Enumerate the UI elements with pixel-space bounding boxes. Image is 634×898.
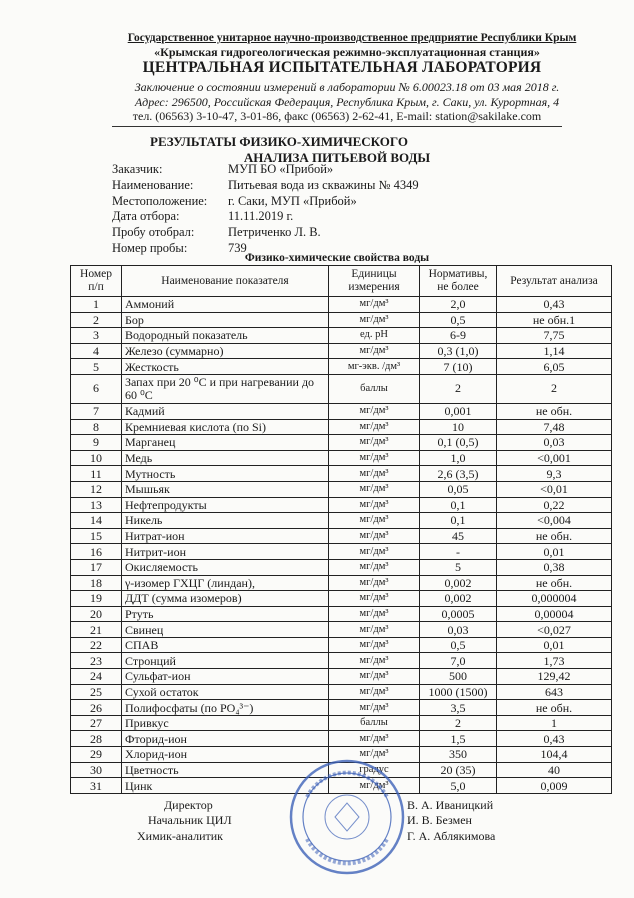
cell-name: Запах при 20 ⁰С и при нагревании до 60 ⁰С xyxy=(122,374,329,403)
cell-num: 22 xyxy=(71,637,122,653)
cell-num: 18 xyxy=(71,575,122,591)
signature-name: Г. А. Аблякимова xyxy=(407,829,496,843)
cell-result: не обн. xyxy=(497,403,612,419)
cell-result: 1,73 xyxy=(497,653,612,669)
cell-name: Жесткость xyxy=(122,359,329,375)
cell-num: 20 xyxy=(71,606,122,622)
contacts-line: тел. (06563) 3-10-47, 3-01-86, факс (06563) 2-62-41, E-mail: station@sakilake.com xyxy=(132,109,542,123)
cell-num: 26 xyxy=(71,700,122,716)
org-name: Государственное унитарное научно-производственное предприятие Республики Крым xyxy=(127,32,577,44)
cell-num: 21 xyxy=(71,622,122,638)
table-row xyxy=(71,715,612,731)
cell-norm: 500 xyxy=(420,669,497,685)
table-row xyxy=(71,450,612,466)
cell-unit: мг/дм³ xyxy=(329,297,420,313)
cell-norm: 0,0005 xyxy=(420,606,497,622)
cell-norm: - xyxy=(420,544,497,560)
info-value: Питьевая вода из скважины № 4349 xyxy=(228,177,419,192)
cell-num: 12 xyxy=(71,481,122,497)
cell-num: 7 xyxy=(71,403,122,419)
cell-unit: мг/дм³ xyxy=(329,669,420,685)
address-line: Адрес: 296500, Российская Федерация, Республика Крым, г. Саки, ул. Курортная, 4 xyxy=(134,95,560,109)
cell-name: Марганец xyxy=(122,435,329,451)
cell-name: Никель xyxy=(122,513,329,529)
signature-role: Начальник ЦИЛ xyxy=(148,813,232,827)
table-row xyxy=(71,466,612,482)
report-title-line1: РЕЗУЛЬТАТЫ ФИЗИКО-ХИМИЧЕСКОГО xyxy=(150,134,408,149)
table-row xyxy=(71,700,612,716)
cell-result: 0,38 xyxy=(497,559,612,575)
cell-result: 0,000004 xyxy=(497,591,612,607)
cell-norm: 10 xyxy=(420,419,497,435)
cell-name: Полифосфаты (по PO₄³⁻) xyxy=(122,700,329,716)
cell-name: Хлорид-ион xyxy=(122,747,329,763)
cell-name: Нитрит-ион xyxy=(122,544,329,560)
table-row xyxy=(71,637,612,653)
cell-name: Мутность xyxy=(122,466,329,482)
cell-unit: баллы xyxy=(329,715,420,731)
cell-num: 14 xyxy=(71,513,122,529)
cell-name: Сульфат-ион xyxy=(122,669,329,685)
cell-unit: мг/дм³ xyxy=(329,747,420,763)
cell-result: 0,03 xyxy=(497,435,612,451)
cell-norm: 0,03 xyxy=(420,622,497,638)
header-divider xyxy=(112,126,562,127)
cell-name: Нитрат-ион xyxy=(122,528,329,544)
table-row xyxy=(71,575,612,591)
table-row xyxy=(71,591,612,607)
cell-unit: мг/дм³ xyxy=(329,419,420,435)
cell-num: 1 xyxy=(71,297,122,313)
cell-unit: мг/дм³ xyxy=(329,481,420,497)
cell-num: 3 xyxy=(71,328,122,344)
cell-result: 7,75 xyxy=(497,328,612,344)
cell-name: Железо (суммарно) xyxy=(122,343,329,359)
cell-unit: мг/дм³ xyxy=(329,497,420,513)
cell-norm: 0,002 xyxy=(420,591,497,607)
cell-name: Свинец xyxy=(122,622,329,638)
cell-name: Стронций xyxy=(122,653,329,669)
col-header-unit: Единицы измерения xyxy=(329,266,420,297)
cell-norm: 0,1 (0,5) xyxy=(420,435,497,451)
table-row xyxy=(71,435,612,451)
cell-num: 16 xyxy=(71,544,122,560)
table-row xyxy=(71,622,612,638)
cell-name: Медь xyxy=(122,450,329,466)
cell-norm: 350 xyxy=(420,747,497,763)
cell-unit: мг/дм³ xyxy=(329,575,420,591)
info-value: 739 xyxy=(228,240,247,255)
col-header-num: Номер п/п xyxy=(71,266,122,297)
cell-result: 2 xyxy=(497,374,612,403)
cell-result: 6,05 xyxy=(497,359,612,375)
info-value: МУП БО «Прибой» xyxy=(228,162,334,176)
table-row xyxy=(71,606,612,622)
cell-unit: мг-экв. /дм³ xyxy=(329,359,420,375)
cell-unit: мг/дм³ xyxy=(329,731,420,747)
cell-num: 10 xyxy=(71,450,122,466)
cell-name: Мышьяк xyxy=(122,481,329,497)
cell-result: 104,4 xyxy=(497,747,612,763)
cell-result: <0,01 xyxy=(497,481,612,497)
table-row xyxy=(71,513,612,529)
cell-unit: мг/дм³ xyxy=(329,606,420,622)
signature-role: Директор xyxy=(164,798,213,812)
cell-num: 30 xyxy=(71,762,122,778)
cell-name: Ртуть xyxy=(122,606,329,622)
col-header-norm: Нормативы, не более xyxy=(420,266,497,297)
cell-unit: мг/дм³ xyxy=(329,684,420,700)
col-header-name: Наименование показателя xyxy=(122,266,329,297)
cell-norm: 7,0 xyxy=(420,653,497,669)
accreditation-line: Заключение о состоянии измерений в лаборатории № 6.00023.18 от 03 мая 2018 г. xyxy=(134,80,560,94)
cell-num: 2 xyxy=(71,312,122,328)
cell-norm: 2 xyxy=(420,715,497,731)
info-label: Заказчик: xyxy=(112,162,163,176)
cell-name: Окисляемость xyxy=(122,559,329,575)
official-seal-icon xyxy=(287,757,407,877)
cell-norm: 2,0 xyxy=(420,297,497,313)
cell-norm: 0,001 xyxy=(420,403,497,419)
cell-result: <0,027 xyxy=(497,622,612,638)
cell-num: 24 xyxy=(71,669,122,685)
results-table xyxy=(70,265,612,794)
cell-num: 25 xyxy=(71,684,122,700)
cell-result: 1 xyxy=(497,715,612,731)
cell-unit: мг/дм³ xyxy=(329,466,420,482)
cell-norm: 7 (10) xyxy=(420,359,497,375)
report-title-line2: АНАЛИЗА ПИТЬЕВОЙ ВОДЫ xyxy=(243,150,431,165)
lab-name: ЦЕНТРАЛЬНАЯ ИСПЫТАТЕЛЬНАЯ ЛАБОРАТОРИЯ xyxy=(142,59,542,76)
cell-unit: мг/дм³ xyxy=(329,403,420,419)
cell-result: 0,01 xyxy=(497,637,612,653)
cell-norm: 0,3 (1,0) xyxy=(420,343,497,359)
cell-norm: 6-9 xyxy=(420,328,497,344)
cell-name: Бор xyxy=(122,312,329,328)
info-label: Пробу отобрал: xyxy=(112,225,195,240)
cell-result: не обн. xyxy=(497,575,612,591)
cell-norm: 5 xyxy=(420,559,497,575)
cell-unit: мг/дм³ xyxy=(329,435,420,451)
cell-unit: мг/дм³ xyxy=(329,513,420,529)
cell-unit: мг/дм³ xyxy=(329,559,420,575)
cell-result: 9,3 xyxy=(497,466,612,482)
cell-num: 13 xyxy=(71,497,122,513)
cell-norm: 1,0 xyxy=(420,450,497,466)
cell-num: 28 xyxy=(71,731,122,747)
cell-norm: 0,5 xyxy=(420,312,497,328)
cell-num: 9 xyxy=(71,435,122,451)
info-value: Петриченко Л. В. xyxy=(228,225,321,240)
signature-name: В. А. Иваницкий xyxy=(407,798,494,812)
cell-name: Фторид-ион xyxy=(122,731,329,747)
cell-name: Привкус xyxy=(122,715,329,731)
table-row xyxy=(71,359,612,375)
table-row xyxy=(71,669,612,685)
cell-num: 6 xyxy=(71,374,122,403)
cell-unit: мг/дм³ xyxy=(329,622,420,638)
cell-num: 31 xyxy=(71,778,122,794)
cell-unit: мг/дм³ xyxy=(329,778,420,794)
cell-unit: мг/дм³ xyxy=(329,544,420,560)
signature-name: И. В. Безмен xyxy=(407,813,472,827)
cell-norm: 0,002 xyxy=(420,575,497,591)
cell-result: 0,43 xyxy=(497,297,612,313)
table-row xyxy=(71,497,612,513)
table-row xyxy=(71,343,612,359)
cell-norm: 2,6 (3,5) xyxy=(420,466,497,482)
cell-unit: мг/дм³ xyxy=(329,700,420,716)
cell-result: <0,004 xyxy=(497,513,612,529)
table-header-row xyxy=(71,266,612,297)
cell-name: ДДТ (сумма изомеров) xyxy=(122,591,329,607)
cell-result: 0,43 xyxy=(497,731,612,747)
cell-norm: 0,5 xyxy=(420,637,497,653)
cell-unit: мг/дм³ xyxy=(329,450,420,466)
info-label: Наименование: xyxy=(112,177,194,192)
cell-result: 643 xyxy=(497,684,612,700)
cell-unit: баллы xyxy=(329,374,420,403)
table-row xyxy=(71,684,612,700)
cell-norm: 1,5 xyxy=(420,731,497,747)
table-row xyxy=(71,312,612,328)
cell-num: 4 xyxy=(71,343,122,359)
cell-name: Водородный показатель xyxy=(122,328,329,344)
cell-num: 19 xyxy=(71,591,122,607)
cell-norm: 0,05 xyxy=(420,481,497,497)
cell-name: СПАВ xyxy=(122,637,329,653)
cell-name: Сухой остаток xyxy=(122,684,329,700)
cell-norm: 45 xyxy=(420,528,497,544)
cell-num: 5 xyxy=(71,359,122,375)
cell-norm: 1000 (1500) xyxy=(420,684,497,700)
signature-role: Химик-аналитик xyxy=(137,829,224,843)
table-row xyxy=(71,328,612,344)
info-value: 11.11.2019 г. xyxy=(228,209,294,224)
cell-result: 0,22 xyxy=(497,497,612,513)
cell-name: Цинк xyxy=(122,778,329,794)
cell-unit: мг/дм³ xyxy=(329,528,420,544)
cell-unit: мг/дм³ xyxy=(329,312,420,328)
cell-num: 15 xyxy=(71,528,122,544)
cell-norm: 5,0 xyxy=(420,778,497,794)
cell-result: не обн.1 xyxy=(497,312,612,328)
table-row xyxy=(71,481,612,497)
table-caption: Физико-химические свойства воды xyxy=(244,252,430,264)
cell-name: Аммоний xyxy=(122,297,329,313)
cell-unit: мг/дм³ xyxy=(329,637,420,653)
col-header-result: Результат анализа xyxy=(497,266,612,297)
cell-name: Цветность xyxy=(122,762,329,778)
info-label: Местоположение: xyxy=(112,193,208,208)
table-row xyxy=(71,544,612,560)
cell-result: 0,00004 xyxy=(497,606,612,622)
cell-result: 7,48 xyxy=(497,419,612,435)
cell-result: 129,42 xyxy=(497,669,612,685)
cell-num: 17 xyxy=(71,559,122,575)
table-row xyxy=(71,731,612,747)
cell-norm: 3,5 xyxy=(420,700,497,716)
table-row xyxy=(71,528,612,544)
cell-norm: 0,1 xyxy=(420,513,497,529)
info-value: г. Саки, МУП «Прибой» xyxy=(228,193,357,208)
cell-num: 23 xyxy=(71,653,122,669)
cell-unit: мг/дм³ xyxy=(329,591,420,607)
cell-num: 29 xyxy=(71,747,122,763)
info-label: Номер пробы: xyxy=(112,240,188,255)
table-row xyxy=(71,374,612,403)
cell-result: 0,01 xyxy=(497,544,612,560)
cell-result: не обн. xyxy=(497,528,612,544)
cell-result: 0,009 xyxy=(497,778,612,794)
cell-num: 27 xyxy=(71,715,122,731)
cell-result: не обн. xyxy=(497,700,612,716)
table-row xyxy=(71,297,612,313)
cell-num: 11 xyxy=(71,466,122,482)
cell-result: 40 xyxy=(497,762,612,778)
cell-name: γ-изомер ГХЦГ (линдан), xyxy=(122,575,329,591)
table-row xyxy=(71,559,612,575)
cell-result: <0,001 xyxy=(497,450,612,466)
cell-unit: ед. pH xyxy=(329,328,420,344)
cell-name: Кадмий xyxy=(122,403,329,419)
table-row xyxy=(71,403,612,419)
cell-name: Нефтепродукты xyxy=(122,497,329,513)
table-row xyxy=(71,419,612,435)
cell-result: 1,14 xyxy=(497,343,612,359)
cell-norm: 20 (35) xyxy=(420,762,497,778)
cell-norm: 0,1 xyxy=(420,497,497,513)
cell-name: Кремниевая кислота (по Si) xyxy=(122,419,329,435)
cell-norm: 2 xyxy=(420,374,497,403)
cell-unit: мг/дм³ xyxy=(329,343,420,359)
table-row xyxy=(71,653,612,669)
station-name: «Крымская гидрогеологическая режимно-эксплуатационная станция» xyxy=(154,45,540,59)
info-label: Дата отбора: xyxy=(112,209,180,224)
cell-num: 8 xyxy=(71,419,122,435)
cell-unit: мг/дм³ xyxy=(329,653,420,669)
cell-unit: градус xyxy=(329,762,420,778)
